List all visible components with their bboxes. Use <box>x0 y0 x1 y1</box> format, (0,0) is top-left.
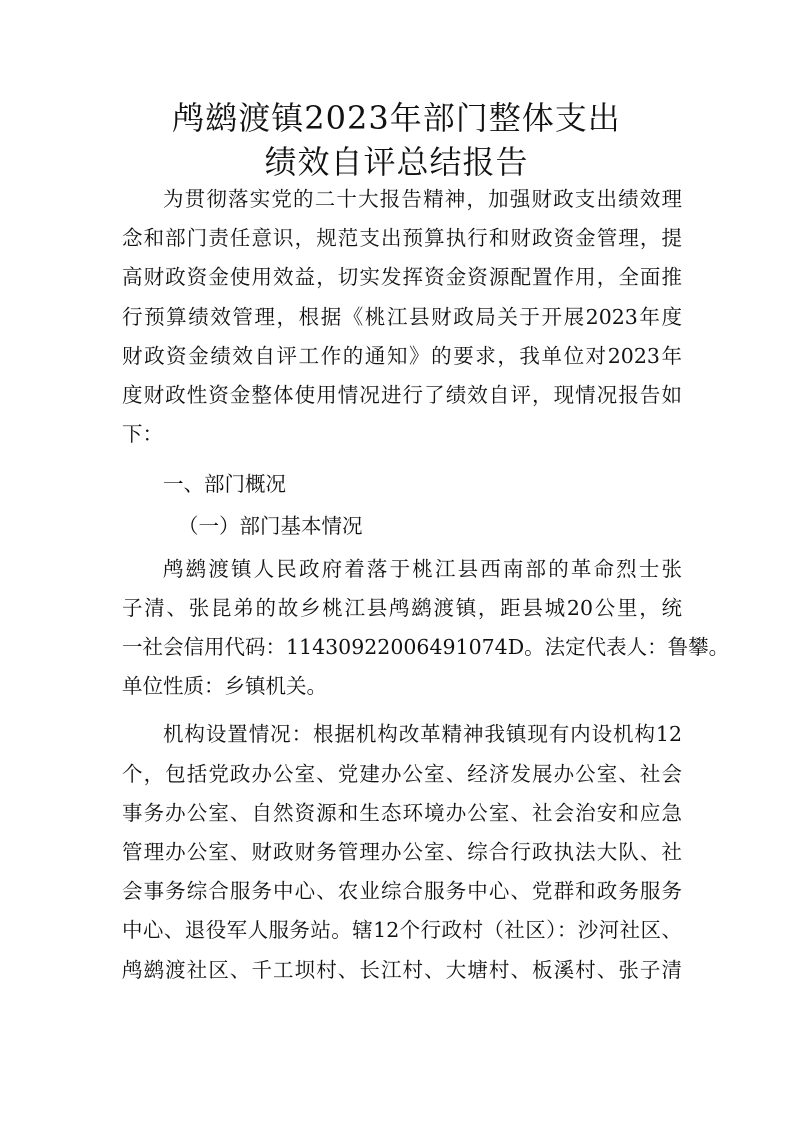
document-title-line-1: 鸬鹚渡镇2023年部门整体支出 <box>172 99 621 137</box>
org-info-line-2: 个，包括党政办公室、党建办公室、经济发展办公室、社会 <box>122 761 682 786</box>
intro-line-1: 为贯彻落实党的二十大报告精神，加强财政支出绩效理 <box>163 187 682 211</box>
intro-line-7: 下： <box>122 422 163 447</box>
basic-info-line-1: 鸬鹚渡镇人民政府着落于桃江县西南部的革命烈士张 <box>163 556 682 581</box>
basic-info-line-3: 一社会信用代码：11430922006491074D。法定代表人：鲁攀。 <box>122 635 730 660</box>
intro-line-2: 念和部门责任意识，规范支出预算执行和财政资金管理，提 <box>122 226 682 251</box>
intro-line-4: 行预算绩效管理，根据《桃江县财政局关于开展2023年度 <box>122 304 682 329</box>
document-body <box>122 180 730 990</box>
document-title-line-2: 绩效自评总结报告 <box>264 143 529 181</box>
subsection-heading: （一）部门基本情况 <box>178 513 363 538</box>
org-info-line-6: 中心、退役军人服务站。辖12个行政村（社区）：沙河社区、 <box>122 918 682 943</box>
org-info-line-7: 鸬鹚渡社区、千工坝村、长江村、大塘村、板溪村、张子清 <box>122 957 682 982</box>
intro-line-3: 高财政资金使用效益，切实发挥资金资源配置作用，全面推 <box>122 265 682 290</box>
org-info-line-3: 事务办公室、自然资源和生态环境办公室、社会治安和应急 <box>122 800 682 825</box>
basic-info-line-2: 子清、张昆弟的故乡桃江县鸬鹚渡镇，距县城20公里，统 <box>122 595 682 620</box>
org-info-line-5: 会事务综合服务中心、农业综合服务中心、党群和政务服务 <box>122 879 682 904</box>
intro-paragraph <box>122 180 682 454</box>
section-heading: 一、部门概况 <box>163 472 286 497</box>
org-info-line-1: 机构设置情况：根据机构改革精神我镇现有内设机构12 <box>163 722 682 747</box>
org-info-line-4: 管理办公室、财政财务管理办公室、综合行政执法大队、社 <box>122 840 682 864</box>
intro-line-5: 财政资金绩效自评工作的通知》的要求，我单位对2023年 <box>122 343 682 368</box>
intro-line-6: 度财政性资金整体使用情况进行了绩效自评，现情况报告如 <box>122 382 682 407</box>
org-info-paragraph <box>122 715 682 989</box>
basic-info-line-4: 单位性质：乡镇机关。 <box>122 674 327 699</box>
basic-info-paragraph <box>122 550 730 707</box>
